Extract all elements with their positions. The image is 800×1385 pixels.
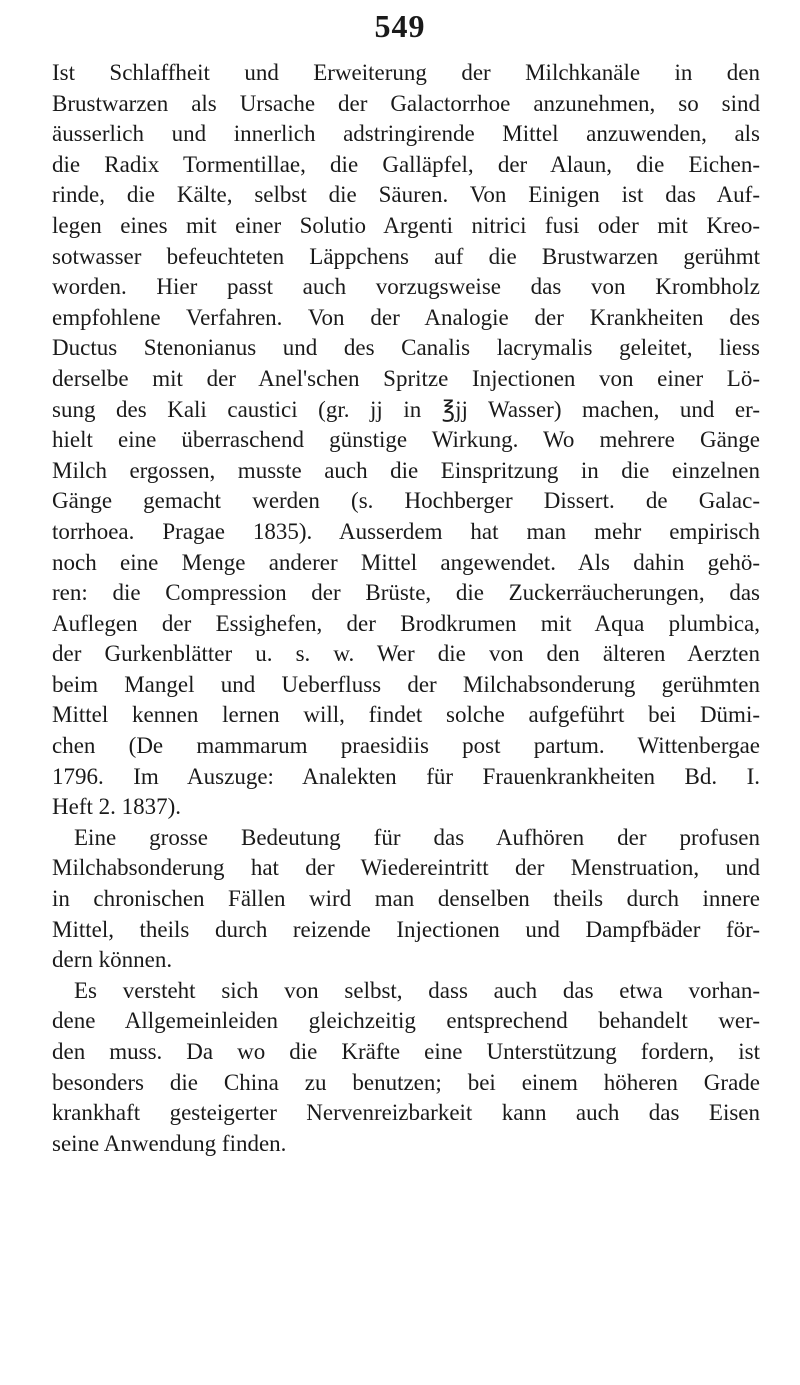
- text-line: Brustwarzen als Ursache der Galactorrhoe anzunehmen, so sind: [52, 90, 760, 116]
- text-line: seine Anwendung finden.: [52, 1130, 287, 1156]
- body-text: [52, 58, 760, 1159]
- text-line: hielt eine überraschend günstige Wirkung. Wo mehrere Gänge: [52, 427, 760, 453]
- text-line: Ductus Stenonianus und des Canalis lacrymalis geleitet, liess: [52, 335, 760, 361]
- text-line: den muss. Da wo die Kräfte eine Unterstützung fordern, ist: [52, 1039, 760, 1064]
- text-line: empfohlene Verfahren. Von der Analogie der Krankheiten des: [52, 304, 760, 330]
- text-line: Milch ergossen, musste auch die Einspritzung in die einzelnen: [52, 457, 760, 483]
- text-line: Milchabsonderung hat der Wiedereintritt der Menstruation, und: [52, 855, 760, 881]
- text-line: besonders die China zu benutzen; bei einem höheren Grade: [52, 1069, 760, 1095]
- text-line: Gänge gemacht werden (s. Hochberger Dissert. de Galac-: [52, 488, 760, 514]
- text-line: Mittel, theils durch reizende Injectionen und Dampfbäder för-: [52, 916, 760, 942]
- text-line: krankhaft gesteigerter Nervenreizbarkeit kann auch das Eisen: [52, 1100, 760, 1126]
- text-line: Mittel kennen lernen will, findet solche aufgeführt bei Dümi-: [52, 702, 760, 728]
- text-line: dern können.: [52, 947, 173, 973]
- text-line: äusserlich und innerlich adstringirende Mittel anzuwenden, als: [52, 121, 760, 147]
- text-line: worden. Hier passt auch vorzugsweise das von Krombholz: [52, 274, 760, 300]
- text-line: torrhoea. Pragae 1835). Ausserdem hat man mehr empirisch: [52, 518, 760, 544]
- text-line: die Radix Tormentillae, die Galläpfel, der Alaun, die Eichen-: [52, 151, 760, 177]
- text-line: 1796. Im Auszuge: Analekten für Frauenkrankheiten Bd. I.: [52, 763, 760, 789]
- text-line: dene Allgemeinleiden gleichzeitig entsprechend behandelt wer-: [52, 1008, 760, 1034]
- text-line: rinde, die Kälte, selbst die Säuren. Von Einigen ist das Auf-: [52, 182, 760, 208]
- text-line: Es versteht sich von selbst, dass auch das etwa vorhan-: [74, 977, 760, 1003]
- text-line: Heft 2. 1837).: [52, 794, 182, 820]
- text-line: in chronischen Fällen wird man denselben theils durch innere: [52, 886, 760, 912]
- text-line: chen (De mammarum praesidiis post partum. Wittenbergae: [52, 733, 760, 759]
- text-line: ren: die Compression der Brüste, die Zuckerräucherungen, das: [52, 580, 760, 606]
- text-line: derselbe mit der Anel'schen Spritze Injectionen von einer Lö-: [52, 365, 760, 391]
- text-line: Ist Schlaffheit und Erweiterung der Milchkanäle in den: [52, 60, 760, 85]
- text-line: sotwasser befeuchteten Läppchens auf die Brustwarzen gerühmt: [52, 243, 760, 269]
- text-line: legen eines mit einer Solutio Argenti nitrici fusi oder mit Kreo-: [52, 212, 760, 238]
- page-number: 549: [374, 8, 426, 44]
- text-line: sung des Kali caustici (gr. jj in ℥jj Wasser) machen, und er-: [52, 396, 760, 422]
- text-line: noch eine Menge anderer Mittel angewendet. Als dahin gehö-: [52, 549, 760, 575]
- text-line: der Gurkenblätter u. s. w. Wer die von den älteren Aerzten: [52, 641, 760, 667]
- text-line: Eine grosse Bedeutung für das Aufhören der profusen: [74, 824, 760, 850]
- text-line: beim Mangel und Ueberfluss der Milchabsonderung gerühmten: [52, 671, 760, 697]
- text-line: Auflegen der Essighefen, der Brodkrumen mit Aqua plumbica,: [52, 610, 760, 636]
